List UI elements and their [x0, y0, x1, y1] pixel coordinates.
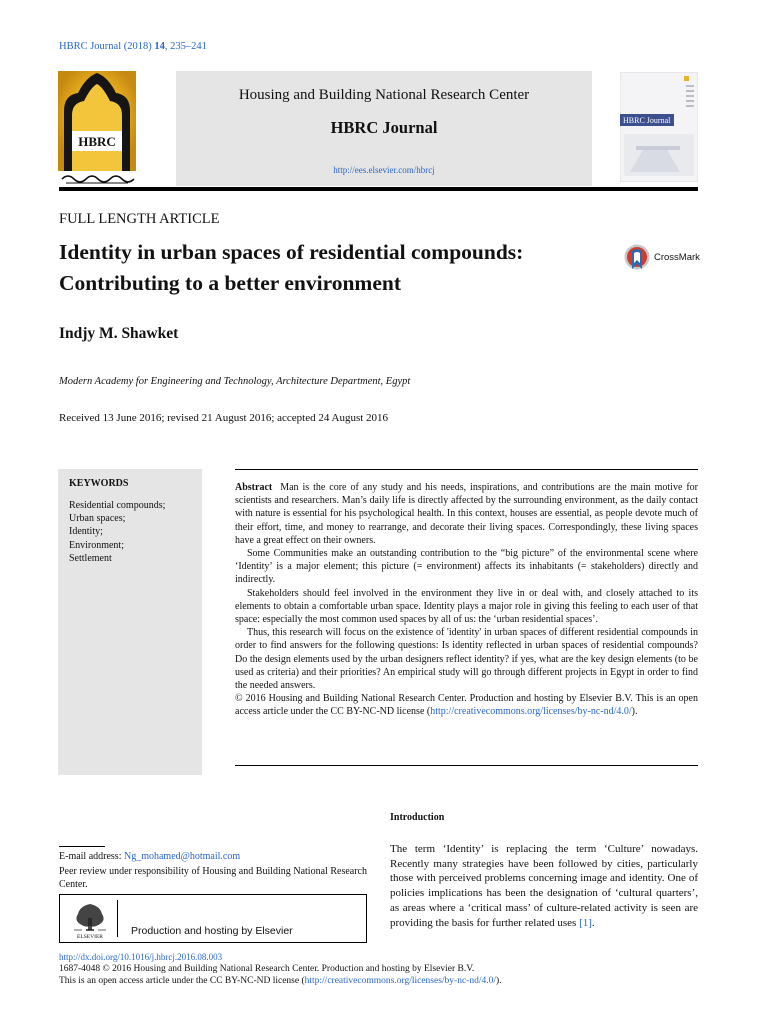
crossmark-button[interactable] — [624, 243, 704, 273]
elsevier-tree-icon — [68, 898, 112, 940]
abstract-paragraph: Some Communities make an outstanding contribution to the “big picture” of the environmental scene where ‘Identity’ is a major element; this picture (= environment) affects its inhabitants (= stakeholders) directly and indirectly. — [235, 548, 698, 586]
journal-cover-image — [620, 72, 698, 182]
hbrc-logo-icon — [58, 71, 136, 186]
keyword-item: Environment; — [69, 539, 124, 551]
article-type: FULL LENGTH ARTICLE — [59, 211, 220, 227]
cover-title: HBRC Journal — [623, 116, 671, 125]
license-link[interactable]: http://creativecommons.org/licenses/by-nc-nd/4.0/ — [430, 706, 632, 718]
author-name: Indjy M. Shawket — [59, 325, 179, 342]
title-line-2: Contributing to a better environment — [59, 271, 401, 295]
email-link[interactable]: Ng_mohamed@hotmail.com — [123, 851, 241, 862]
abstract — [235, 481, 698, 719]
article-title — [59, 237, 619, 299]
logo-text: HBRC — [78, 134, 116, 149]
abstract-paragraph: Stakeholders should feel involved in the environment they live in or deal with, and closely attached to its elements to obtain a comfortable urban space. Identity plays a major role in giving this feeling to each user of that space: especially the most common used spaces by all of us: the ‘urban residential spaces’. — [235, 587, 698, 626]
keyword-item: Identity; — [69, 526, 103, 538]
author-affiliation: Modern Academy for Engineering and Technology, Architecture Department, Egypt — [59, 376, 411, 387]
publisher-name: Housing and Building National Research Center — [238, 87, 530, 103]
elsevier-logo-text: ELSEVIER — [77, 934, 103, 940]
elsevier-divider — [117, 900, 118, 937]
peer-review-note: Peer review under responsibility of Housing and Building National Research Center. — [59, 866, 367, 890]
elsevier-hosting-text: Production and hosting by Elsevier — [131, 925, 293, 937]
keyword-item: Settlement — [69, 552, 112, 564]
footnote-rule — [59, 846, 105, 847]
title-line-1: Identity in urban spaces of residential compounds: — [59, 240, 524, 264]
email-footnote: E-mail address: Ng_mohamed@hotmail.com — [59, 851, 241, 862]
keyword-item: Residential compounds; — [69, 500, 166, 511]
journal-name: HBRC Journal — [330, 118, 438, 137]
crossmark-label: CrossMark — [654, 252, 700, 263]
keywords-box — [58, 469, 202, 775]
introduction-text: The term ‘Identity’ is replacing the term ‘Culture’ nowadays. Recently many strategies have been followed by cities, particularly those with perceived problems concerning image and identity. One of policies implications has been the designation of ‘cultural quarters’, as areas where a ‘critical mass’ of culture-related activity is seen are providing the basis for further related uses [1]. — [390, 843, 698, 929]
reference-link[interactable]: [1] — [579, 916, 592, 929]
keyword-item: Urban spaces; — [69, 513, 126, 525]
journal-citation[interactable]: HBRC Journal (2018) 14, 235–241 — [59, 41, 207, 52]
article-dates: Received 13 June 2016; revised 21 August 2016; accepted 24 August 2016 — [59, 412, 389, 424]
issn-copyright: 1687-4048 © 2016 Housing and Building National Research Center. Production and hosting by Elsevier B.V. — [59, 964, 475, 974]
abstract-label: Abstract — [235, 482, 273, 493]
journal-header-band — [176, 71, 592, 186]
abstract-paragraph: Thus, this research will focus on the existence of 'identity' in urban spaces of different residential compounds in order to find answers for the following questions: Is identity reflected in urban spaces of residential compounds? Do the design elements used by the urban designers reflect identity? if yes, what are the key design elements (to be used as criteria) and their priorities? An empirical study will go through different projects in Egypt in order to find the needed answers. © 2016 Housing and Building National Research Center. Production and hosting by Elsevier B.V. This is an open access article under the CC BY-NC-ND license (http://creativecommons.org/licenses/by-nc-nd/4.0/). — [235, 627, 698, 718]
abstract-rule-top — [235, 469, 698, 470]
abstract-paragraph: Abstract Man is the core of any study and his needs, inspirations, and contributions are the main motive for scientists and researchers. Man’s daily life is directly affected by the surrounding environment, as the daily contact with nature is essential for his psychological health. In this context, houses are essential, as people devote much of their effort, time, and money to rearrange, and decorate their living spaces. Correspondingly, these living spaces have a great effect on their owners. — [235, 482, 699, 546]
crossmark-icon — [624, 243, 650, 271]
journal-url-link[interactable]: http://ees.elsevier.com/hbrcj — [333, 165, 435, 175]
elsevier-hosting-box — [59, 894, 367, 943]
keywords-heading: KEYWORDS — [69, 478, 129, 489]
section-heading-introduction: Introduction — [390, 812, 445, 823]
footer-license-link[interactable]: http://creativecommons.org/licenses/by-nc-nd/4.0/ — [304, 976, 496, 986]
abstract-rule-bottom — [235, 765, 698, 766]
open-access-line: This is an open access article under the CC BY-NC-ND license (http://creativecommons.org/licenses/by-nc-nd/4.0/). — [59, 976, 502, 986]
doi-link[interactable]: http://dx.doi.org/10.1016/j.hbrcj.2016.08.003 — [59, 952, 223, 962]
header-rule — [59, 187, 698, 191]
